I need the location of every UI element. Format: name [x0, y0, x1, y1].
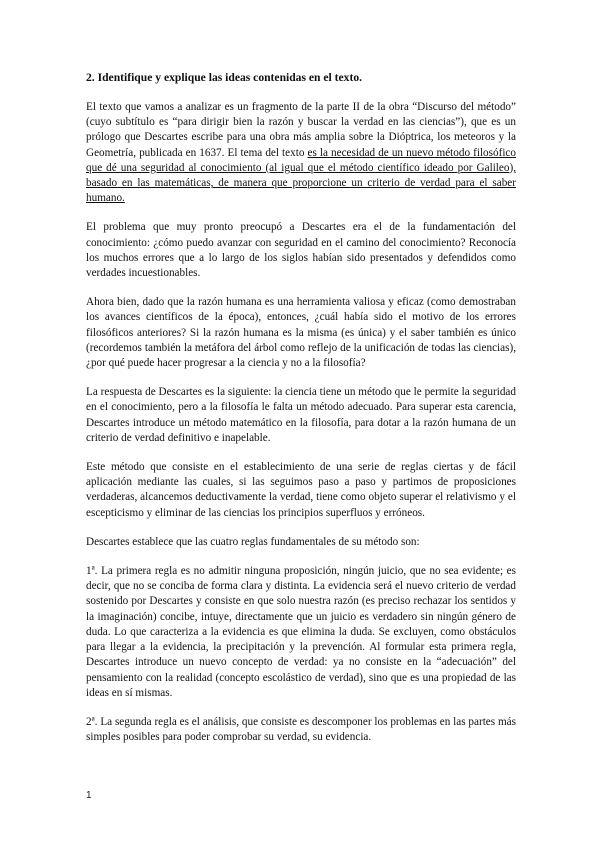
- paragraph-answer: La respuesta de Descartes es la siguiente: la ciencia tiene un método que le permite la seguridad en el conocimiento, pero a la filosofía le falta un método adecuado. Para superar esta carencia, Descartes introduce un método matemático en la filosofía, para dotar a la razón humana de un criterio de verdad definitivo e inapelable.: [86, 386, 516, 444]
- document-body: [86, 70, 516, 759]
- paragraph-reason: Ahora bien, dado que la razón humana es una herramienta valiosa y eficaz (como demostraban los avances científicos de la época), entonces, ¿cuál había sido el motivo de los errores filosóficos anteriores? Si la razón humana es la misma (es única) y el saber también es único (recordemos también la metáfora del árbol como reflejo de la unificación de todas las ciencias), ¿por qué puede hacer progresar a la ciencia y no a la filosofía?: [86, 296, 516, 370]
- paragraph-intro-text: El texto que vamos a analizar es un fragmento de la parte II de la obra “Discurso del método” (cuyo subtítulo es “para dirigir bien la razón y buscar la verdad en las ciencias”), que es un prólogo que Descartes escribe para una obra más amplia sobre la Dióptrica, los meteoros y la Geometría, publicada en 1637. El tema del texto: [86, 101, 516, 159]
- paragraph-rule-2: 2ª. La segunda regla es el análisis, que consiste es descomponer los problemas en las partes más simples posibles para poder comprobar su verdad, su evidencia.: [86, 715, 516, 744]
- paragraph-rule-1: 1ª. La primera regla es no admitir ninguna proposición, ningún juicio, que no sea evidente; es decir, que no se conciba de forma clara y distinta. La evidencia será el nuevo criterio de verdad sostenido por Descartes y consiste en que solo nuestra razón (es preciso rechazar los sentidos y la imaginación) concibe, intuye, directamente que un juicio es verdadero sin ningún género de duda. Lo que caracteriza a la evidencia es que elimina la duda. Se excluyen, como obstáculos para llegar a la evidencia, la precipitación y la prevención. Al formular esta primera regla, Descartes introduce un nuevo concepto de verdad: ya no consiste en la “adecuación” del pensamiento con la realidad (concepto escolástico de verdad), sino que es una propiedad de las ideas en sí mismas.: [86, 565, 516, 699]
- section-heading: 2. Identifique y explique las ideas contenidas en el texto.: [86, 71, 363, 84]
- paragraph-problem: El problema que muy pronto preocupó a Descartes era el de la fundamentación del conocimiento: ¿cómo puedo avanzar con seguridad en el camino del conocimiento? Reconocía los muchos errores que a lo largo de los siglos habían sido presentados y defendidos como verdades incuestionables.: [86, 221, 516, 280]
- paragraph-method: Este método que consiste en el establecimiento de una serie de reglas ciertas y de fácil aplicación mediante las cuales, si las seguimos paso a paso y partimos de proposiciones verdaderas, alcancemos deductivamente la verdad, tiene como objeto superar el relativismo y el escepticismo y eliminar de las ciencias los principios superfluos y erróneos.: [86, 461, 516, 519]
- underlined-theme-text: es la necesidad de un nuevo método filosófico que dé una seguridad al conocimiento (al igual que el método científico ideado por Galileo), basado en las matemáticas, de manera que proporcione un criterio de verdad para el saber humano.: [86, 146, 516, 205]
- page-number: 1: [86, 790, 92, 801]
- paragraph-rules-intro: Descartes establece que las cuatro reglas fundamentales de su método son:: [86, 535, 420, 548]
- paragraph-intro: [86, 100, 516, 206]
